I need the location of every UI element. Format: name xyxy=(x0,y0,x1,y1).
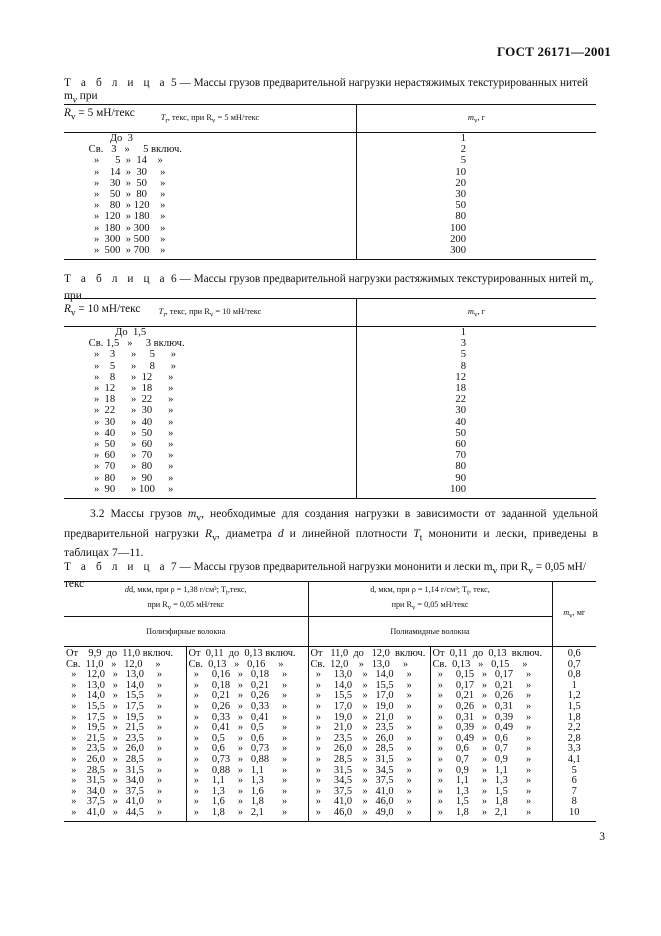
table-row xyxy=(64,349,596,360)
range-cell: » 70 » 80 » xyxy=(64,461,357,472)
range-cell: » 300 » 500 » xyxy=(64,234,357,245)
cell-m: 0,8 xyxy=(567,669,581,681)
cell-a: Св. 11,0 » 12,0 » xyxy=(64,660,186,671)
cell-b: » 0,88 » 1,1 » xyxy=(186,766,308,777)
table-row xyxy=(64,417,596,428)
cell-a: » 26,0 » 28,5 » xyxy=(64,755,186,766)
cell-b: » 1,8 » 2,1 » xyxy=(186,808,308,821)
range-cell: » 8 » 12 » xyxy=(64,372,357,383)
mass-cell: 100 xyxy=(450,483,466,495)
standard-number: ГОСТ 26171—2001 xyxy=(496,44,611,59)
cell-m: 1,5 xyxy=(567,700,581,712)
cell-m: 1 xyxy=(571,679,577,691)
mass-cell: 22 xyxy=(455,394,466,406)
cell-m: 4,1 xyxy=(567,753,581,765)
range-cell: » 80 » 120 » xyxy=(64,200,357,211)
paragraph-3-2: 3.2 Массы грузов $m_v$, необходимые для создания нагрузки в зависимости от заданной удельной предварительной нагрузки $R_v$, диаметра d и линейной плотности $T_t$ мононити и лески, приведены в таблицах 7—11. xyxy=(64,507,598,560)
cell-c: » 23,5 » 26,0 » xyxy=(308,734,430,745)
mass-cell: 70 xyxy=(455,450,466,462)
cell-a: » 28,5 » 31,5 » xyxy=(64,766,186,777)
mass-cell: 18 xyxy=(455,383,466,395)
cell-a: » 17,5 » 19,5 » xyxy=(64,713,186,724)
table-row xyxy=(64,338,596,349)
cell-b: » 0,41 » 0,5 » xyxy=(186,723,308,734)
mass-cell: 5 xyxy=(460,349,466,361)
mass-cell: 200 xyxy=(450,233,466,245)
range-cell: » 30 » 50 » xyxy=(64,178,357,189)
cell-d: » 0,9 » 1,1 » xyxy=(430,766,552,777)
mass-cell: 30 xyxy=(455,405,466,417)
cell-d: » 1,8 » 2,1 » xyxy=(430,808,552,821)
cell-c: » 34,5 » 37,5 » xyxy=(308,776,430,787)
cell-d: » 0,17 » 0,21 » xyxy=(430,681,552,692)
cell-c: » 28,5 » 31,5 » xyxy=(308,755,430,766)
mass-cell: 5 xyxy=(460,155,466,167)
cell-d: » 1,5 » 1,8 » xyxy=(430,797,552,808)
cell-m: 1,2 xyxy=(567,690,581,702)
mass-cell: 90 xyxy=(455,472,466,484)
range-cell: » 30 » 40 » xyxy=(64,417,357,428)
cell-c: » 15,5 » 17,0 » xyxy=(308,691,430,702)
cell-a: » 21,5 » 23,5 » xyxy=(64,734,186,745)
table6 xyxy=(64,298,596,499)
cell-c: » 26,0 » 28,5 » xyxy=(308,744,430,755)
cell-a: » 13,0 » 14,0 » xyxy=(64,681,186,692)
cell-m: 6 xyxy=(571,775,577,787)
table-row xyxy=(64,647,596,660)
mass-cell: 300 xyxy=(450,245,466,257)
table7-head-mass: $m_v$, мг xyxy=(552,582,596,647)
table-row xyxy=(64,200,596,211)
cell-d: » 0,26 » 0,31 » xyxy=(430,702,552,713)
table5-col-mass: $m_v$, г xyxy=(357,105,597,133)
cell-d: » 1,1 » 1,3 » xyxy=(430,776,552,787)
range-cell: » 80 » 90 » xyxy=(64,473,357,484)
table-row xyxy=(64,372,596,383)
range-cell: » 60 » 70 » xyxy=(64,450,357,461)
cell-a: » 12,0 » 13,0 » xyxy=(64,670,186,681)
cell-a: » 34,0 » 37,5 » xyxy=(64,787,186,798)
range-cell: » 12 » 18 » xyxy=(64,383,357,394)
cell-b: » 0,33 » 0,41 » xyxy=(186,713,308,724)
table7-head-polyester: dd, мкм, при ρ = 1,38 г/см³; $T_t,текс$, при $R_v = 0,05$ мН/текс xyxy=(64,582,308,617)
table5 xyxy=(64,104,596,260)
mass-cell: 60 xyxy=(455,439,466,451)
mass-cell: 20 xyxy=(455,177,466,189)
range-cell: » 3 » 5 » xyxy=(64,349,357,360)
cell-b: » 0,21 » 0,26 » xyxy=(186,691,308,702)
table6-col-linear-density: $T_r$, текс, при $R_v = 10$ мН/текс xyxy=(64,299,357,327)
table-row xyxy=(64,167,596,178)
cell-m: 2,2 xyxy=(567,722,581,734)
cell-b: » 0,18 » 0,21 » xyxy=(186,681,308,692)
cell-d: От 0,11 до 0,13 включ. xyxy=(430,647,552,660)
cell-b: » 1,1 » 1,3 » xyxy=(186,776,308,787)
cell-m: 2,8 xyxy=(567,732,581,744)
cell-b: » 0,16 » 0,18 » xyxy=(186,670,308,681)
range-cell: » 5 » 8 » xyxy=(64,361,357,372)
cell-c: » 46,0 » 49,0 » xyxy=(308,808,430,821)
table7-sub-polyamide: Полиамидные волокна xyxy=(308,617,552,647)
table-row xyxy=(64,439,596,450)
cell-c: Св. 12,0 » 13,0 » xyxy=(308,660,430,671)
table-row xyxy=(64,461,596,472)
cell-a: От 9,9 до 11,0 включ. xyxy=(64,647,186,660)
range-cell: » 500 » 700 » xyxy=(64,245,357,260)
table-row xyxy=(64,327,596,339)
mass-cell: 2 xyxy=(460,144,466,156)
table-row xyxy=(64,394,596,405)
cell-d: Св. 0,13 » 0,15 » xyxy=(430,660,552,671)
table7-head-polyamide: d, мкм, при ρ = 1,14 г/см³; $T_t$, текс, при $R_v = 0,05$ мН/текс xyxy=(308,582,552,617)
range-cell: До 3 xyxy=(64,133,357,145)
cell-b: » 1,6 » 1,8 » xyxy=(186,797,308,808)
table-row xyxy=(64,702,596,713)
cell-m: 0,7 xyxy=(567,658,581,670)
cell-c: » 19,0 » 21,0 » xyxy=(308,713,430,724)
table7-sub-polyester: Полиэфирные волокна xyxy=(64,617,308,647)
range-cell: » 90 » 100 » xyxy=(64,484,357,499)
cell-m: 3,3 xyxy=(567,743,581,755)
cell-a: » 31,5 » 34,0 » xyxy=(64,776,186,787)
table-row xyxy=(64,189,596,200)
range-cell: » 50 » 80 » xyxy=(64,189,357,200)
mass-cell: 100 xyxy=(450,222,466,234)
cell-m: 1,8 xyxy=(567,711,581,723)
cell-b: » 0,6 » 0,73 » xyxy=(186,744,308,755)
mass-cell: 50 xyxy=(455,200,466,212)
table-row xyxy=(64,484,596,499)
mass-cell: 10 xyxy=(455,166,466,178)
cell-d: » 0,15 » 0,17 » xyxy=(430,670,552,681)
table-row xyxy=(64,245,596,260)
cell-c: » 17,0 » 19,0 » xyxy=(308,702,430,713)
cell-c: От 11,0 до 12,0 включ. xyxy=(308,647,430,660)
mass-cell: 80 xyxy=(455,461,466,473)
cell-m: 5 xyxy=(571,764,577,776)
table6-caption: Т а б л и ц а 6 — Массы грузов предварительной нагрузки растяжимых текстурированных нитей $m_v$ при $R_v = 10$ мН/текс xyxy=(64,273,593,319)
cell-a: » 41,0 » 44,5 » xyxy=(64,808,186,821)
cell-b: » 0,5 » 0,6 » xyxy=(186,734,308,745)
table-row xyxy=(64,223,596,234)
mass-cell: 1 xyxy=(460,327,466,338)
table-row xyxy=(64,178,596,189)
mass-cell: 30 xyxy=(455,189,466,201)
mass-cell: 40 xyxy=(455,416,466,428)
cell-d: » 0,49 » 0,6 » xyxy=(430,734,552,745)
cell-d: » 1,3 » 1,5 » xyxy=(430,787,552,798)
range-cell: » 14 » 30 » xyxy=(64,167,357,178)
mass-cell: 8 xyxy=(460,360,466,372)
range-cell: Св. 3 » 5 включ. xyxy=(64,144,357,155)
mass-cell: 12 xyxy=(455,371,466,383)
cell-a: » 19,5 » 21,5 » xyxy=(64,723,186,734)
mass-cell: 3 xyxy=(460,338,466,350)
table-row xyxy=(64,155,596,166)
table-row xyxy=(64,405,596,416)
mass-cell: 50 xyxy=(455,427,466,439)
range-cell: » 22 » 30 » xyxy=(64,405,357,416)
table-row xyxy=(64,428,596,439)
cell-c: » 41,0 » 46,0 » xyxy=(308,797,430,808)
table6-col-mass: $m_v$, г xyxy=(357,299,597,327)
cell-d: » 0,21 » 0,26 » xyxy=(430,691,552,702)
cell-b: Св. 0,13 » 0,16 » xyxy=(186,660,308,671)
range-cell: » 40 » 50 » xyxy=(64,428,357,439)
cell-m: 0,6 xyxy=(567,648,581,659)
mass-cell: 80 xyxy=(455,211,466,223)
range-cell: » 180 » 300 » xyxy=(64,223,357,234)
table5-col-linear-density: $T_r$, текс, при $R_v = 5$ мН/текс xyxy=(64,105,357,133)
table-row xyxy=(64,383,596,394)
cell-c: » 21,0 » 23,5 » xyxy=(308,723,430,734)
range-cell: » 5 » 14 » xyxy=(64,155,357,166)
table5-caption: Т а б л и ц а 5 — Массы грузов предварительной нагрузки нерастяжимых текстурированных нитей $m_v$ при $R_v = 5$ мН/текс xyxy=(64,77,589,123)
cell-b: » 0,26 » 0,33 » xyxy=(186,702,308,713)
cell-m: 10 xyxy=(569,806,580,818)
cell-m: 7 xyxy=(571,785,577,797)
cell-b: » 0,73 » 0,88 » xyxy=(186,755,308,766)
cell-c: » 37,5 » 41,0 » xyxy=(308,787,430,798)
range-cell: » 50 » 60 » xyxy=(64,439,357,450)
range-cell: » 18 » 22 » xyxy=(64,394,357,405)
table-row xyxy=(64,144,596,155)
table-row xyxy=(64,755,596,766)
cell-a: » 15,5 » 17,5 » xyxy=(64,702,186,713)
table-row xyxy=(64,808,596,821)
cell-c: » 14,0 » 15,5 » xyxy=(308,681,430,692)
cell-m: 8 xyxy=(571,796,577,808)
cell-b: » 1,3 » 1,6 » xyxy=(186,787,308,798)
table-row xyxy=(64,133,596,145)
cell-d: » 0,7 » 0,9 » xyxy=(430,755,552,766)
cell-a: » 23,5 » 26,0 » xyxy=(64,744,186,755)
range-cell: Св. 1,5 » 3 включ. xyxy=(64,338,357,349)
page-number: 3 xyxy=(599,830,605,843)
cell-d: » 0,6 » 0,7 » xyxy=(430,744,552,755)
table-row xyxy=(64,473,596,484)
table-row xyxy=(64,361,596,372)
table-row xyxy=(64,450,596,461)
range-cell: До 1,5 xyxy=(64,327,357,339)
range-cell: » 120 » 180 » xyxy=(64,211,357,222)
table-row xyxy=(64,234,596,245)
table7 xyxy=(64,581,596,822)
cell-a: » 14,0 » 15,5 » xyxy=(64,691,186,702)
cell-c: » 13,0 » 14,0 » xyxy=(308,670,430,681)
mass-cell: 1 xyxy=(460,133,466,144)
cell-c: » 31,5 » 34,5 » xyxy=(308,766,430,777)
table-row xyxy=(64,211,596,222)
table7-caption: Т а б л и ц а 7 — Массы грузов предварительной нагрузки мононити и лески $m_v$ при $R_v = 0,05$ мН/текс xyxy=(64,561,586,591)
cell-b: От 0,11 до 0,13 включ. xyxy=(186,647,308,660)
cell-d: » 0,39 » 0,49 » xyxy=(430,723,552,734)
cell-a: » 37,5 » 41,0 » xyxy=(64,797,186,808)
cell-d: » 0,31 » 0,39 » xyxy=(430,713,552,724)
